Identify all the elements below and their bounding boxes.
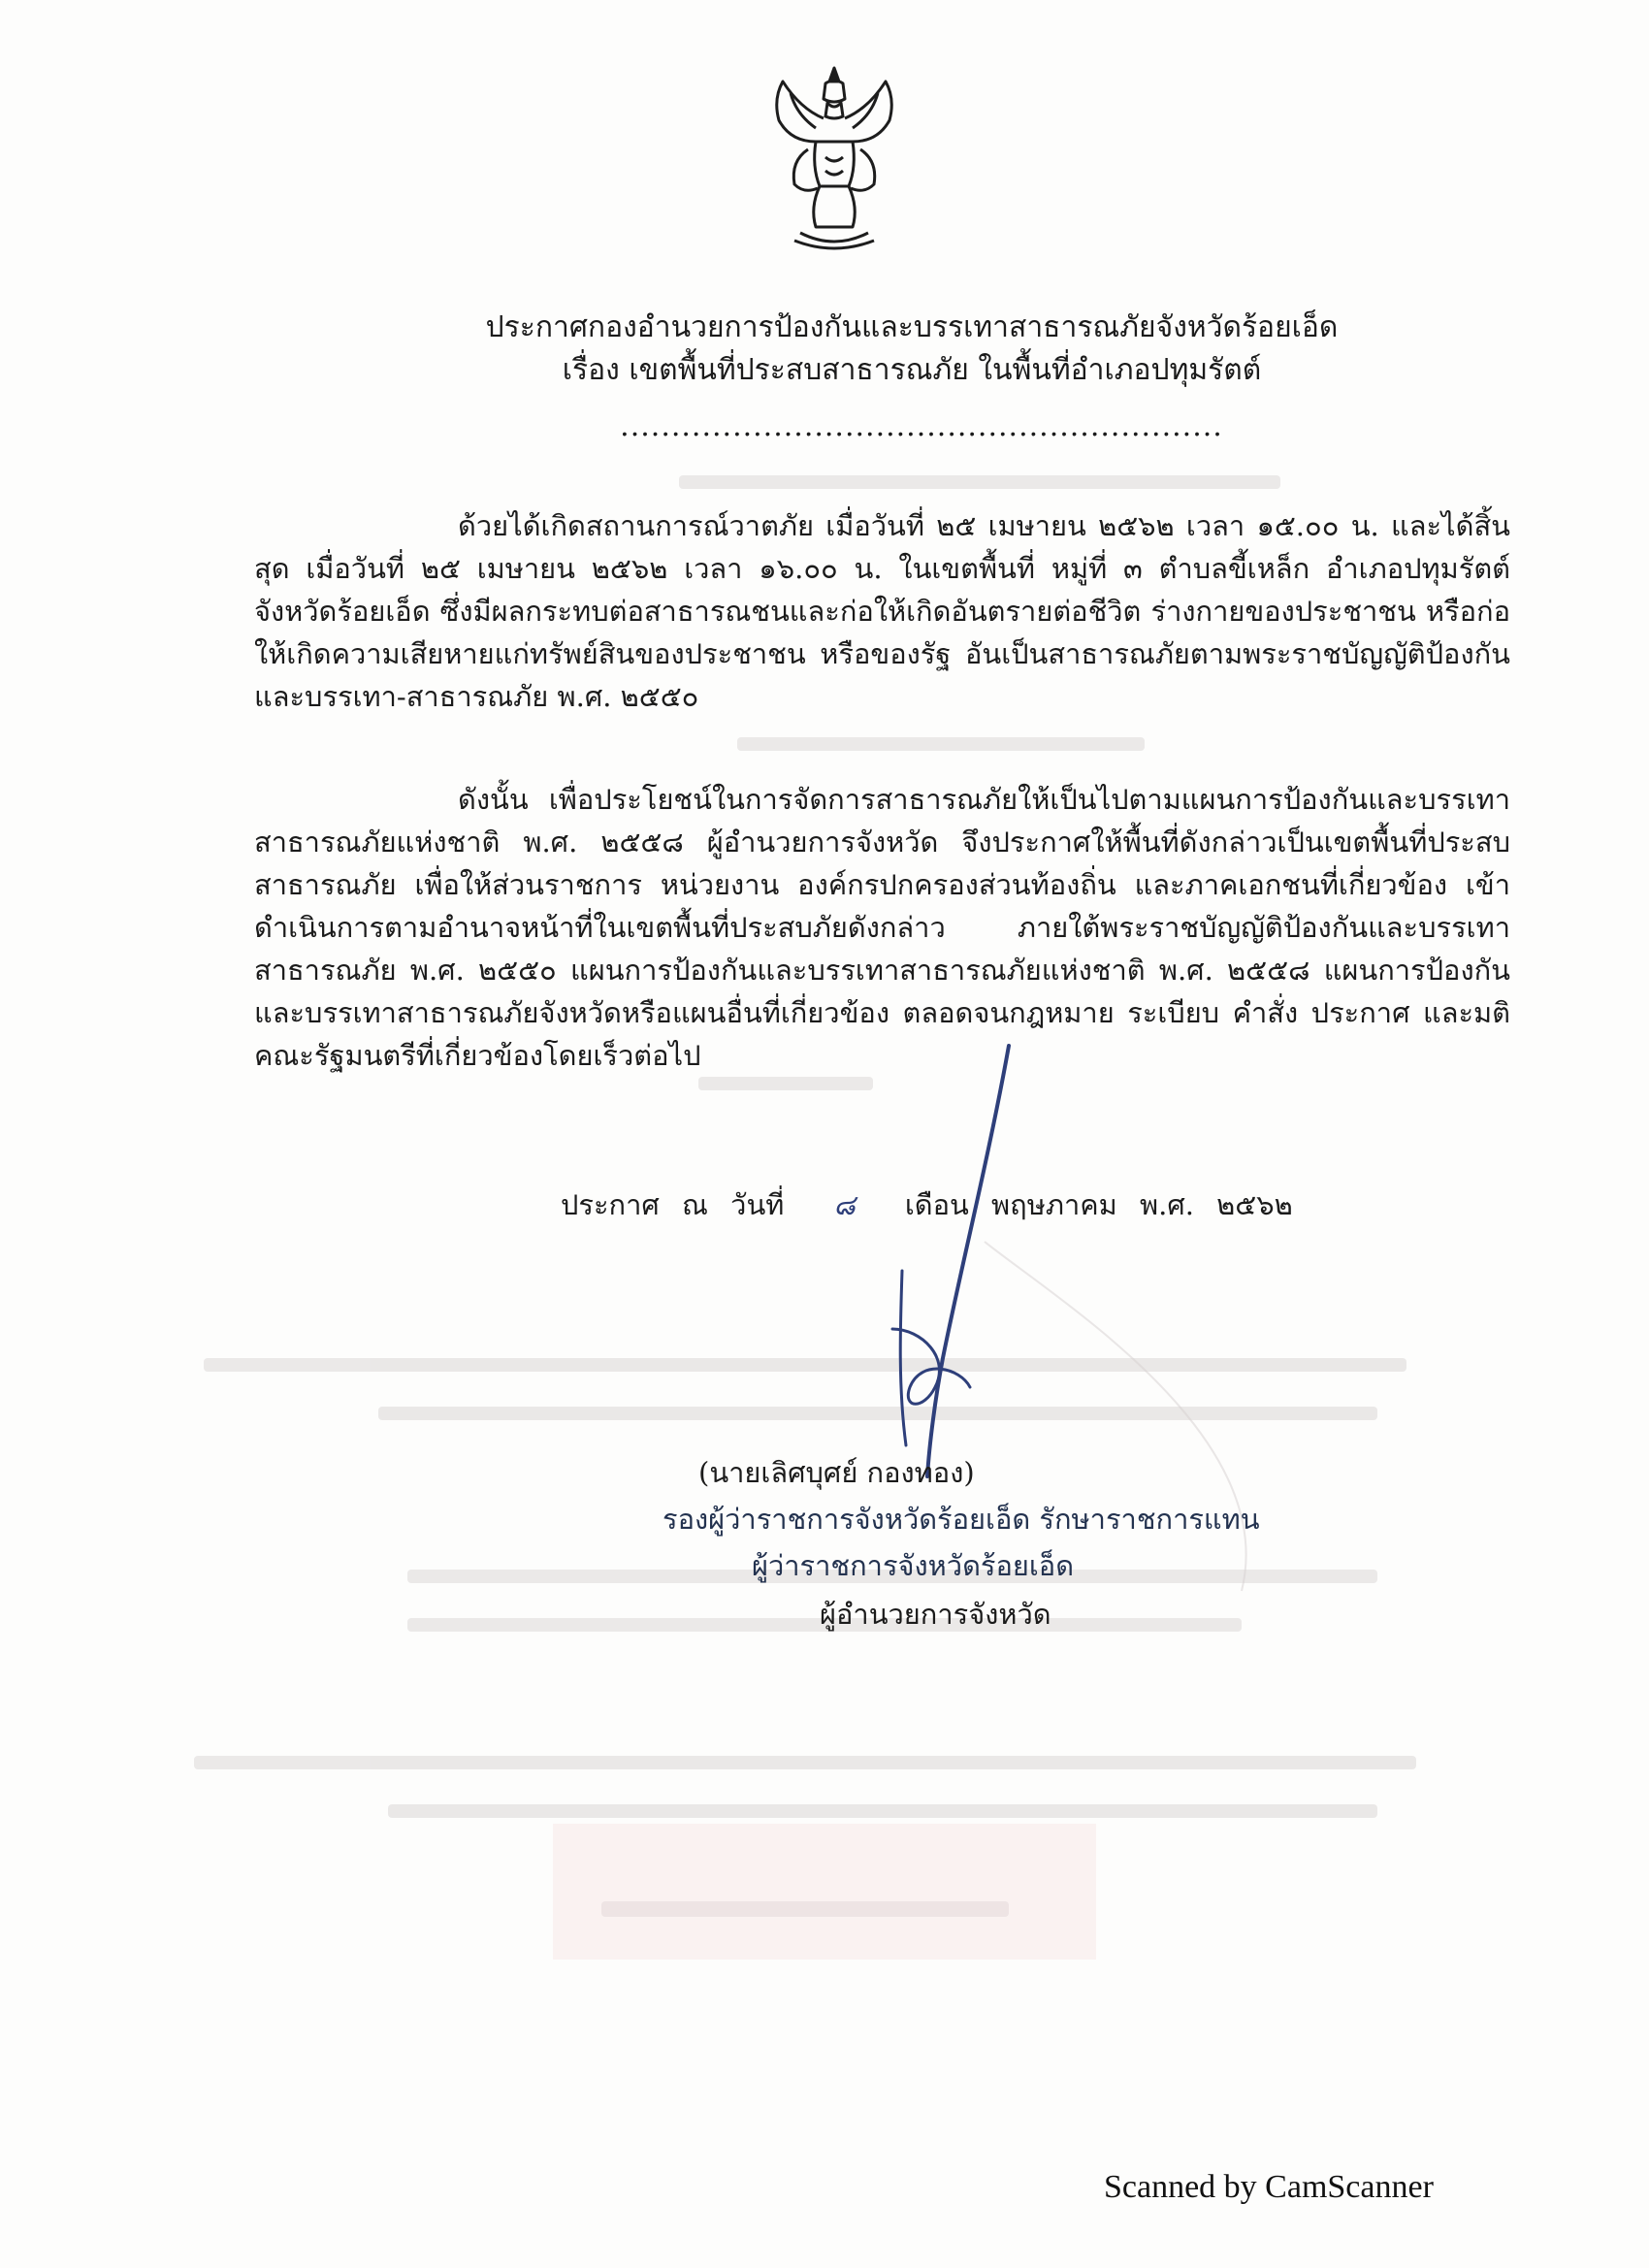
day-value: ๘: [833, 1188, 856, 1221]
signatory-position-1: รองผู้ว่าราชการจังหวัดร้อยเอ็ด รักษาราชการแทน: [663, 1503, 1260, 1536]
month-label: เดือน: [904, 1188, 969, 1221]
date-prefix: ประกาศ: [561, 1188, 660, 1221]
signatory-name: (นายเลิศบุศย์ กองทอง): [698, 1456, 975, 1489]
day-label: วันที่: [730, 1188, 785, 1221]
signatory-position-3: ผู้อำนวยการจังหวัด: [820, 1598, 1051, 1631]
announcement-subject: เรื่อง เขตพื้นที่ประสบสาธารณภัย ในพื้นที่อำเภอปทุมรัตต์: [562, 353, 1262, 387]
garuda-emblem-icon: [761, 60, 907, 254]
paragraph-2-text: ดังนั้น เพื่อประโยชน์ในการจัดการสาธารณภัยให้เป็นไปตามแผนการป้องกันและบรรเทาสาธารณภัยแห่งชาติ พ.ศ. ๒๕๕๘ ผู้อำนวยการจังหวัด จึงประกาศให้พื้นที่ดังกล่าวเป็นเขตพื้นที่ประสบสาธารณภัย เพื่อให้ส่วนราชการ หน่วยงาน องค์กรปกครองส่วนท้องถิ่น และภาคเอกชนที่เกี่ยวข้อง เข้าดำเนินการตามอำนาจหน้าที่ในเขตพื้นที่ประสบภัยดังกล่าว ภายใต้พระราชบัญญัติป้องกันและบรรเทาสาธารณภัย พ.ศ. ๒๕๕๐ แผนการป้องกันและบรรเทาสาธารณภัยแห่งชาติ พ.ศ. ๒๕๕๘ แผนการป้องกันและบรรเทาสาธารณภัยจังหวัดหรือแผนอื่นที่เกี่ยวข้อง ตลอดจนกฎหมาย ระเบียบ คำสั่ง ประกาศ และมติคณะรัฐมนตรีที่เกี่ยวข้องโดยเร็วต่อไป: [254, 783, 1510, 1072]
date-at: ณ: [682, 1188, 708, 1221]
body-paragraph-2: [254, 778, 1510, 1077]
camscanner-watermark: Scanned by CamScanner: [1104, 2169, 1434, 2205]
handwritten-signature: [834, 1038, 1086, 1484]
paragraph-1-text: ด้วยได้เกิดสถานการณ์วาตภัย เมื่อวันที่ ๒๕ เมษายน ๒๕๖๒ เวลา ๑๕.๐๐ น. และได้สิ้นสุด เมื่อวันที่ ๒๕ เมษายน ๒๕๖๒ เวลา ๑๖.๐๐ น. ในเขตพื้นที่ หมู่ที่ ๓ ตำบลขี้เหล็ก อำเภอปทุมรัตต์ จังหวัดร้อยเอ็ด ซึ่งมีผลกระทบต่อสาธารณชนและก่อให้เกิดอันตรายต่อชีวิต ร่างกายของประชาชน หรือก่อให้เกิดความเสียหายแก่ทรัพย์สินของประชาชน หรือของรัฐ อันเป็นสาธารณภัยตามพระราชบัญญัติป้องกันและบรรเทา-สาธารณภัย พ.ศ. ๒๕๕๐: [254, 509, 1510, 713]
year-label: พ.ศ.: [1139, 1188, 1194, 1221]
announcement-title: ประกาศกองอำนวยการป้องกันและบรรเทาสาธารณภัยจังหวัดร้อยเอ็ด: [485, 310, 1339, 344]
year-value: ๒๕๖๒: [1216, 1188, 1293, 1221]
month-value: พฤษภาคม: [991, 1188, 1117, 1221]
body-paragraph-1: [254, 504, 1510, 718]
heading-divider: ...........................................................: [620, 409, 1223, 443]
signatory-position-2: ผู้ว่าราชการจังหวัดร้อยเอ็ด: [752, 1549, 1075, 1582]
